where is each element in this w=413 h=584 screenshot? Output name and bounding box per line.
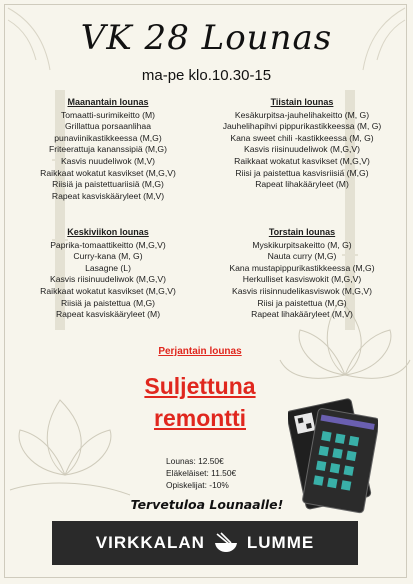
menu-item: Kesäkurpitsa-jauhelihakeitto (M, G) (234, 109, 370, 120)
tuesday-menu (204, 97, 400, 191)
menu-item: Riisiä ja paistettuariisiä (M,G) (52, 179, 164, 190)
price-students: Opiskelijat: -10% (166, 480, 229, 490)
menu-item: Grillattua porsaanlihaa (65, 121, 151, 132)
menu-item: Tomaatti-surimikeitto (M) (60, 109, 156, 120)
menu-item: Kana sweet chili -kastikkeessa (M, G) (230, 132, 374, 143)
monday-menu (12, 97, 204, 202)
menu-item: Nauta curry (M,G) (267, 251, 337, 262)
welcome-text: Tervetuloa Lounaalle! (130, 497, 284, 512)
menu-item: Riisiä ja paistettua (M,G) (60, 297, 156, 308)
page-title: VK 28 Lounas (80, 18, 333, 58)
menu-item: Raikkaat wokatut kasvikset (M,G,V) (40, 285, 176, 296)
price-pensioners: Eläkeläiset: 11.50€ (166, 468, 237, 478)
brand-bar (52, 521, 358, 565)
menu-item: Jauhelihapihvi pippurikastikkeessa (M, G) (222, 121, 382, 132)
menu-item: Herkulliset kasviswokit (M,G,V) (242, 274, 362, 285)
menu-item: Raikkaat wokatut kasvikset (M,G,V) (40, 167, 176, 178)
brand-name-left: VIRKKALAN (95, 533, 205, 552)
brand-name-right: LUMME (246, 533, 315, 552)
menu-item: Kasvis riisinuudeliwok (M,G,V) (243, 144, 361, 155)
bowl-chopsticks-icon (213, 532, 239, 554)
menu-item: Paprika-tomaattikeitto (M,G,V) (50, 239, 166, 250)
menu-item: Lasagne (L) (85, 262, 131, 273)
closed-line: Suljettuna (144, 373, 256, 399)
wednesday-menu (10, 227, 206, 321)
menu-item: Myskikurpitsakeitto (M, G) (252, 239, 352, 250)
thursday-menu (202, 227, 402, 321)
menu-item: punaviinikastikkeessa (M,G) (54, 132, 162, 143)
menu-item: Curry-kana (M, G) (73, 251, 143, 262)
menu-item: Raikkaat wokatut kasvikset (M,G,V) (234, 155, 370, 166)
price-lunch: Lounas: 12.50€ (166, 456, 224, 466)
menu-item: Rapeat lihakääryleet (M) (255, 179, 349, 190)
menu-item: Riisi ja paistettua (M,G) (257, 297, 347, 308)
monday-heading: Maanantain lounas (67, 97, 149, 107)
tuesday-heading: Tiistain lounas (270, 97, 334, 107)
closed-line: remontti (154, 405, 246, 431)
price-list (166, 455, 236, 491)
menu-item: Riisi ja paistettua kasvisriisiä (M,G) (235, 167, 369, 178)
menu-item: Rapeat lihakääryleet (M,V) (251, 309, 353, 320)
menu-item: Rapeat kasviskääryleet (M,V) (51, 190, 165, 201)
menu-item: Kasvis nuudeliwok (M,V) (60, 155, 156, 166)
menu-item: Rapeat kasviskääryleet (M) (55, 309, 161, 320)
menu-item: Kasvis riisinnudelikasviswok (M,G,V) (232, 285, 372, 296)
thursday-heading: Torstain lounas (268, 227, 336, 237)
opening-hours: ma-pe klo.10.30-15 (141, 67, 272, 84)
menu-item: Kasvis riisinuudeliwok (M,G,V) (49, 274, 167, 285)
menu-item: Friteerattuja kananssipiä (M,G) (49, 144, 167, 155)
menu-item: Kana mustapippurikastikkeessa (M,G) (229, 262, 375, 273)
friday-heading: Perjantain lounas (158, 346, 242, 357)
wednesday-heading: Keskiviikon lounas (67, 227, 149, 237)
friday-closed-notice (120, 370, 280, 434)
